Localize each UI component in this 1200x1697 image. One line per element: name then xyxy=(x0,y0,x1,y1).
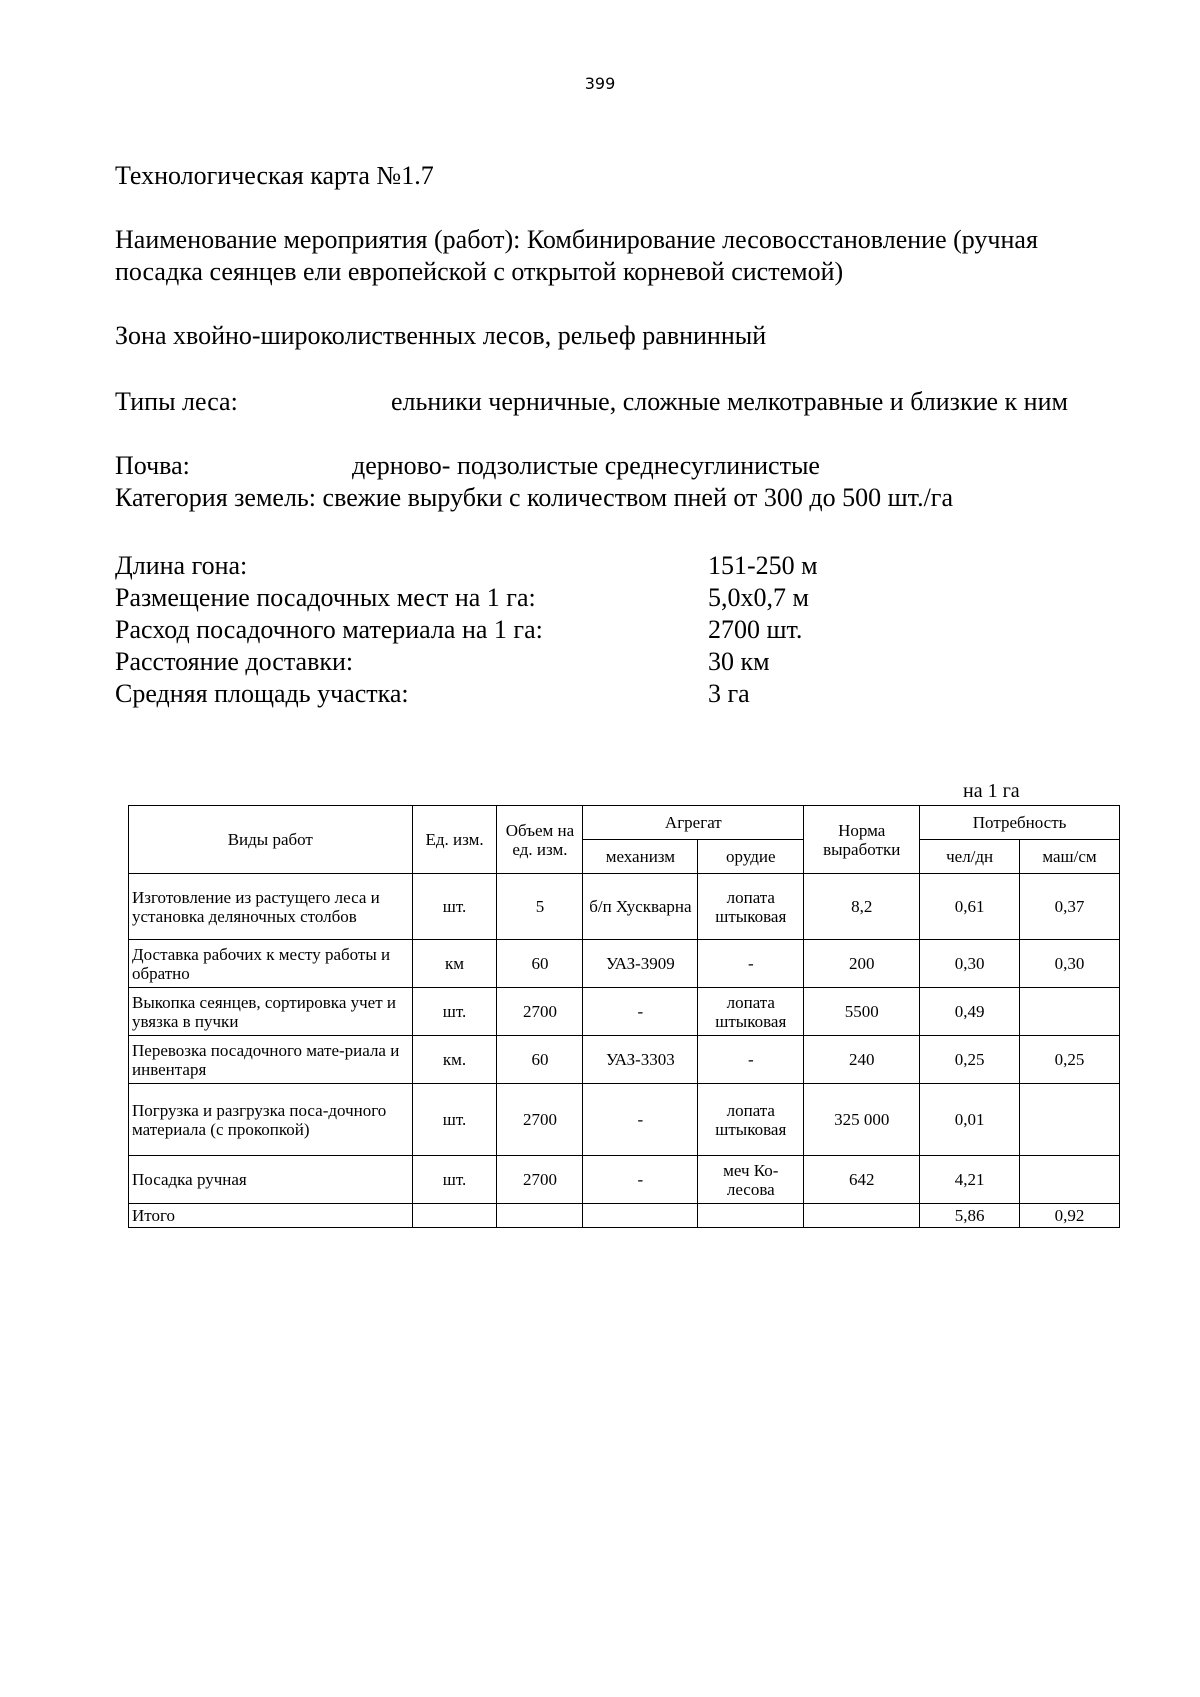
cell-machine xyxy=(1020,988,1120,1036)
table-row xyxy=(129,874,1120,940)
cell-unit: шт. xyxy=(412,988,497,1036)
table-row xyxy=(129,1036,1120,1084)
cell-norm: 8,2 xyxy=(804,874,920,940)
cell-volume: 5 xyxy=(497,874,583,940)
cell-man-days: 0,30 xyxy=(920,940,1020,988)
table-row xyxy=(129,1156,1120,1204)
cell-mechanism: - xyxy=(583,988,698,1036)
cell-mechanism: УАЗ-3303 xyxy=(583,1036,698,1084)
cell-work: Перевозка посадочного мате-риала и инвентаря xyxy=(129,1036,413,1084)
header-need: Потребность xyxy=(920,806,1120,840)
cell-empty xyxy=(698,1204,804,1228)
cell-tool: лопата штыковая xyxy=(698,1084,804,1156)
cell-total-machine: 0,92 xyxy=(1020,1204,1120,1228)
forest-type-label: Типы леса: xyxy=(115,387,238,416)
header-volume: Объем на ед. изм. xyxy=(497,806,583,874)
cell-empty xyxy=(412,1204,497,1228)
param-label: Длина гона: xyxy=(115,551,248,580)
header-mechanism: механизм xyxy=(583,840,698,874)
cell-work: Доставка рабочих к месту работы и обратно xyxy=(129,940,413,988)
param-value: 2700 шт. xyxy=(708,615,803,644)
cell-norm: 325 000 xyxy=(804,1084,920,1156)
cell-unit: км. xyxy=(412,1036,497,1084)
param-label: Расход посадочного материала на 1 га: xyxy=(115,615,543,644)
cell-empty xyxy=(583,1204,698,1228)
table-row xyxy=(129,988,1120,1036)
cell-mechanism: б/п Хускварна xyxy=(583,874,698,940)
cell-man-days: 0,01 xyxy=(920,1084,1020,1156)
forest-type xyxy=(115,386,1095,418)
table-row xyxy=(129,1084,1120,1156)
header-aggregate: Агрегат xyxy=(583,806,804,840)
cell-total-man-days: 5,86 xyxy=(920,1204,1020,1228)
cell-empty xyxy=(804,1204,920,1228)
header-tool: орудие xyxy=(698,840,804,874)
table-row xyxy=(129,940,1120,988)
cell-machine xyxy=(1020,1156,1120,1204)
param-value: 3 га xyxy=(708,679,750,708)
header-machine: маш/см xyxy=(1020,840,1120,874)
forest-zone: Зона хвойно-широколиственных лесов, рельеф равнинный xyxy=(115,321,767,350)
cell-machine: 0,37 xyxy=(1020,874,1120,940)
cell-man-days: 0,25 xyxy=(920,1036,1020,1084)
cell-mechanism: - xyxy=(583,1084,698,1156)
cell-norm: 200 xyxy=(804,940,920,988)
param-value: 30 км xyxy=(708,647,770,676)
param-value: 5,0х0,7 м xyxy=(708,583,809,612)
cell-unit: шт. xyxy=(412,1156,497,1204)
works-table xyxy=(128,805,1120,1228)
header-work: Виды работ xyxy=(129,806,413,874)
param-label: Размещение посадочных мест на 1 га: xyxy=(115,583,536,612)
soil-value: дерново- подзолистые среднесуглинистые xyxy=(352,451,820,480)
cell-volume: 2700 xyxy=(497,1156,583,1204)
forest-type-value: ельники черничные, сложные мелкотравные и близкие к ним xyxy=(391,387,1068,416)
cell-norm: 5500 xyxy=(804,988,920,1036)
table-unit-note: на 1 га xyxy=(963,780,1020,802)
cell-volume: 60 xyxy=(497,940,583,988)
cell-empty xyxy=(497,1204,583,1228)
param-value: 151-250 м xyxy=(708,551,818,580)
cell-norm: 642 xyxy=(804,1156,920,1204)
cell-volume: 2700 xyxy=(497,988,583,1036)
cell-mechanism: - xyxy=(583,1156,698,1204)
cell-mechanism: УАЗ-3909 xyxy=(583,940,698,988)
land-category xyxy=(115,482,953,514)
cell-man-days: 4,21 xyxy=(920,1156,1020,1204)
cell-total-label: Итого xyxy=(129,1204,413,1228)
param-label: Средняя площадь участка: xyxy=(115,679,409,708)
cell-unit: шт. xyxy=(412,874,497,940)
cell-tool: лопата штыковая xyxy=(698,988,804,1036)
cell-work: Погрузка и разгрузка поса-дочного материала (с прокопкой) xyxy=(129,1084,413,1156)
cell-machine xyxy=(1020,1084,1120,1156)
cell-tool: меч Ко-лесова xyxy=(698,1156,804,1204)
land-category-value: свежие вырубки с количеством пней от 300 до 500 шт./га xyxy=(322,483,953,512)
cell-tool: лопата штыковая xyxy=(698,874,804,940)
soil xyxy=(115,450,820,482)
cell-man-days: 0,61 xyxy=(920,874,1020,940)
cell-volume: 60 xyxy=(497,1036,583,1084)
cell-unit: шт. xyxy=(412,1084,497,1156)
cell-tool: - xyxy=(698,1036,804,1084)
land-category-label: Категория земель: xyxy=(115,483,317,512)
cell-unit: км xyxy=(412,940,497,988)
page-number: 399 xyxy=(584,74,616,93)
header-man-days: чел/дн xyxy=(920,840,1020,874)
cell-tool: - xyxy=(698,940,804,988)
header-norm: Норма выработки xyxy=(804,806,920,874)
cell-work: Посадка ручная xyxy=(129,1156,413,1204)
cell-machine: 0,25 xyxy=(1020,1036,1120,1084)
param-label: Расстояние доставки: xyxy=(115,647,354,676)
table-total-row xyxy=(129,1204,1120,1228)
cell-machine: 0,30 xyxy=(1020,940,1120,988)
cell-work: Выкопка сеянцев, сортировка учет и увязка в пучки xyxy=(129,988,413,1036)
work-name: Наименование мероприятия (работ): Комбинирование лесовосстановление (ручная посадка сеянцев ели европейской с открытой корневой системой) xyxy=(115,225,1038,286)
document-title: Технологическая карта №1.7 xyxy=(115,161,434,190)
header-unit: Ед. изм. xyxy=(412,806,497,874)
cell-work: Изготовление из растущего леса и установка деляночных столбов xyxy=(129,874,413,940)
cell-man-days: 0,49 xyxy=(920,988,1020,1036)
cell-norm: 240 xyxy=(804,1036,920,1084)
cell-volume: 2700 xyxy=(497,1084,583,1156)
soil-label: Почва: xyxy=(115,451,190,480)
